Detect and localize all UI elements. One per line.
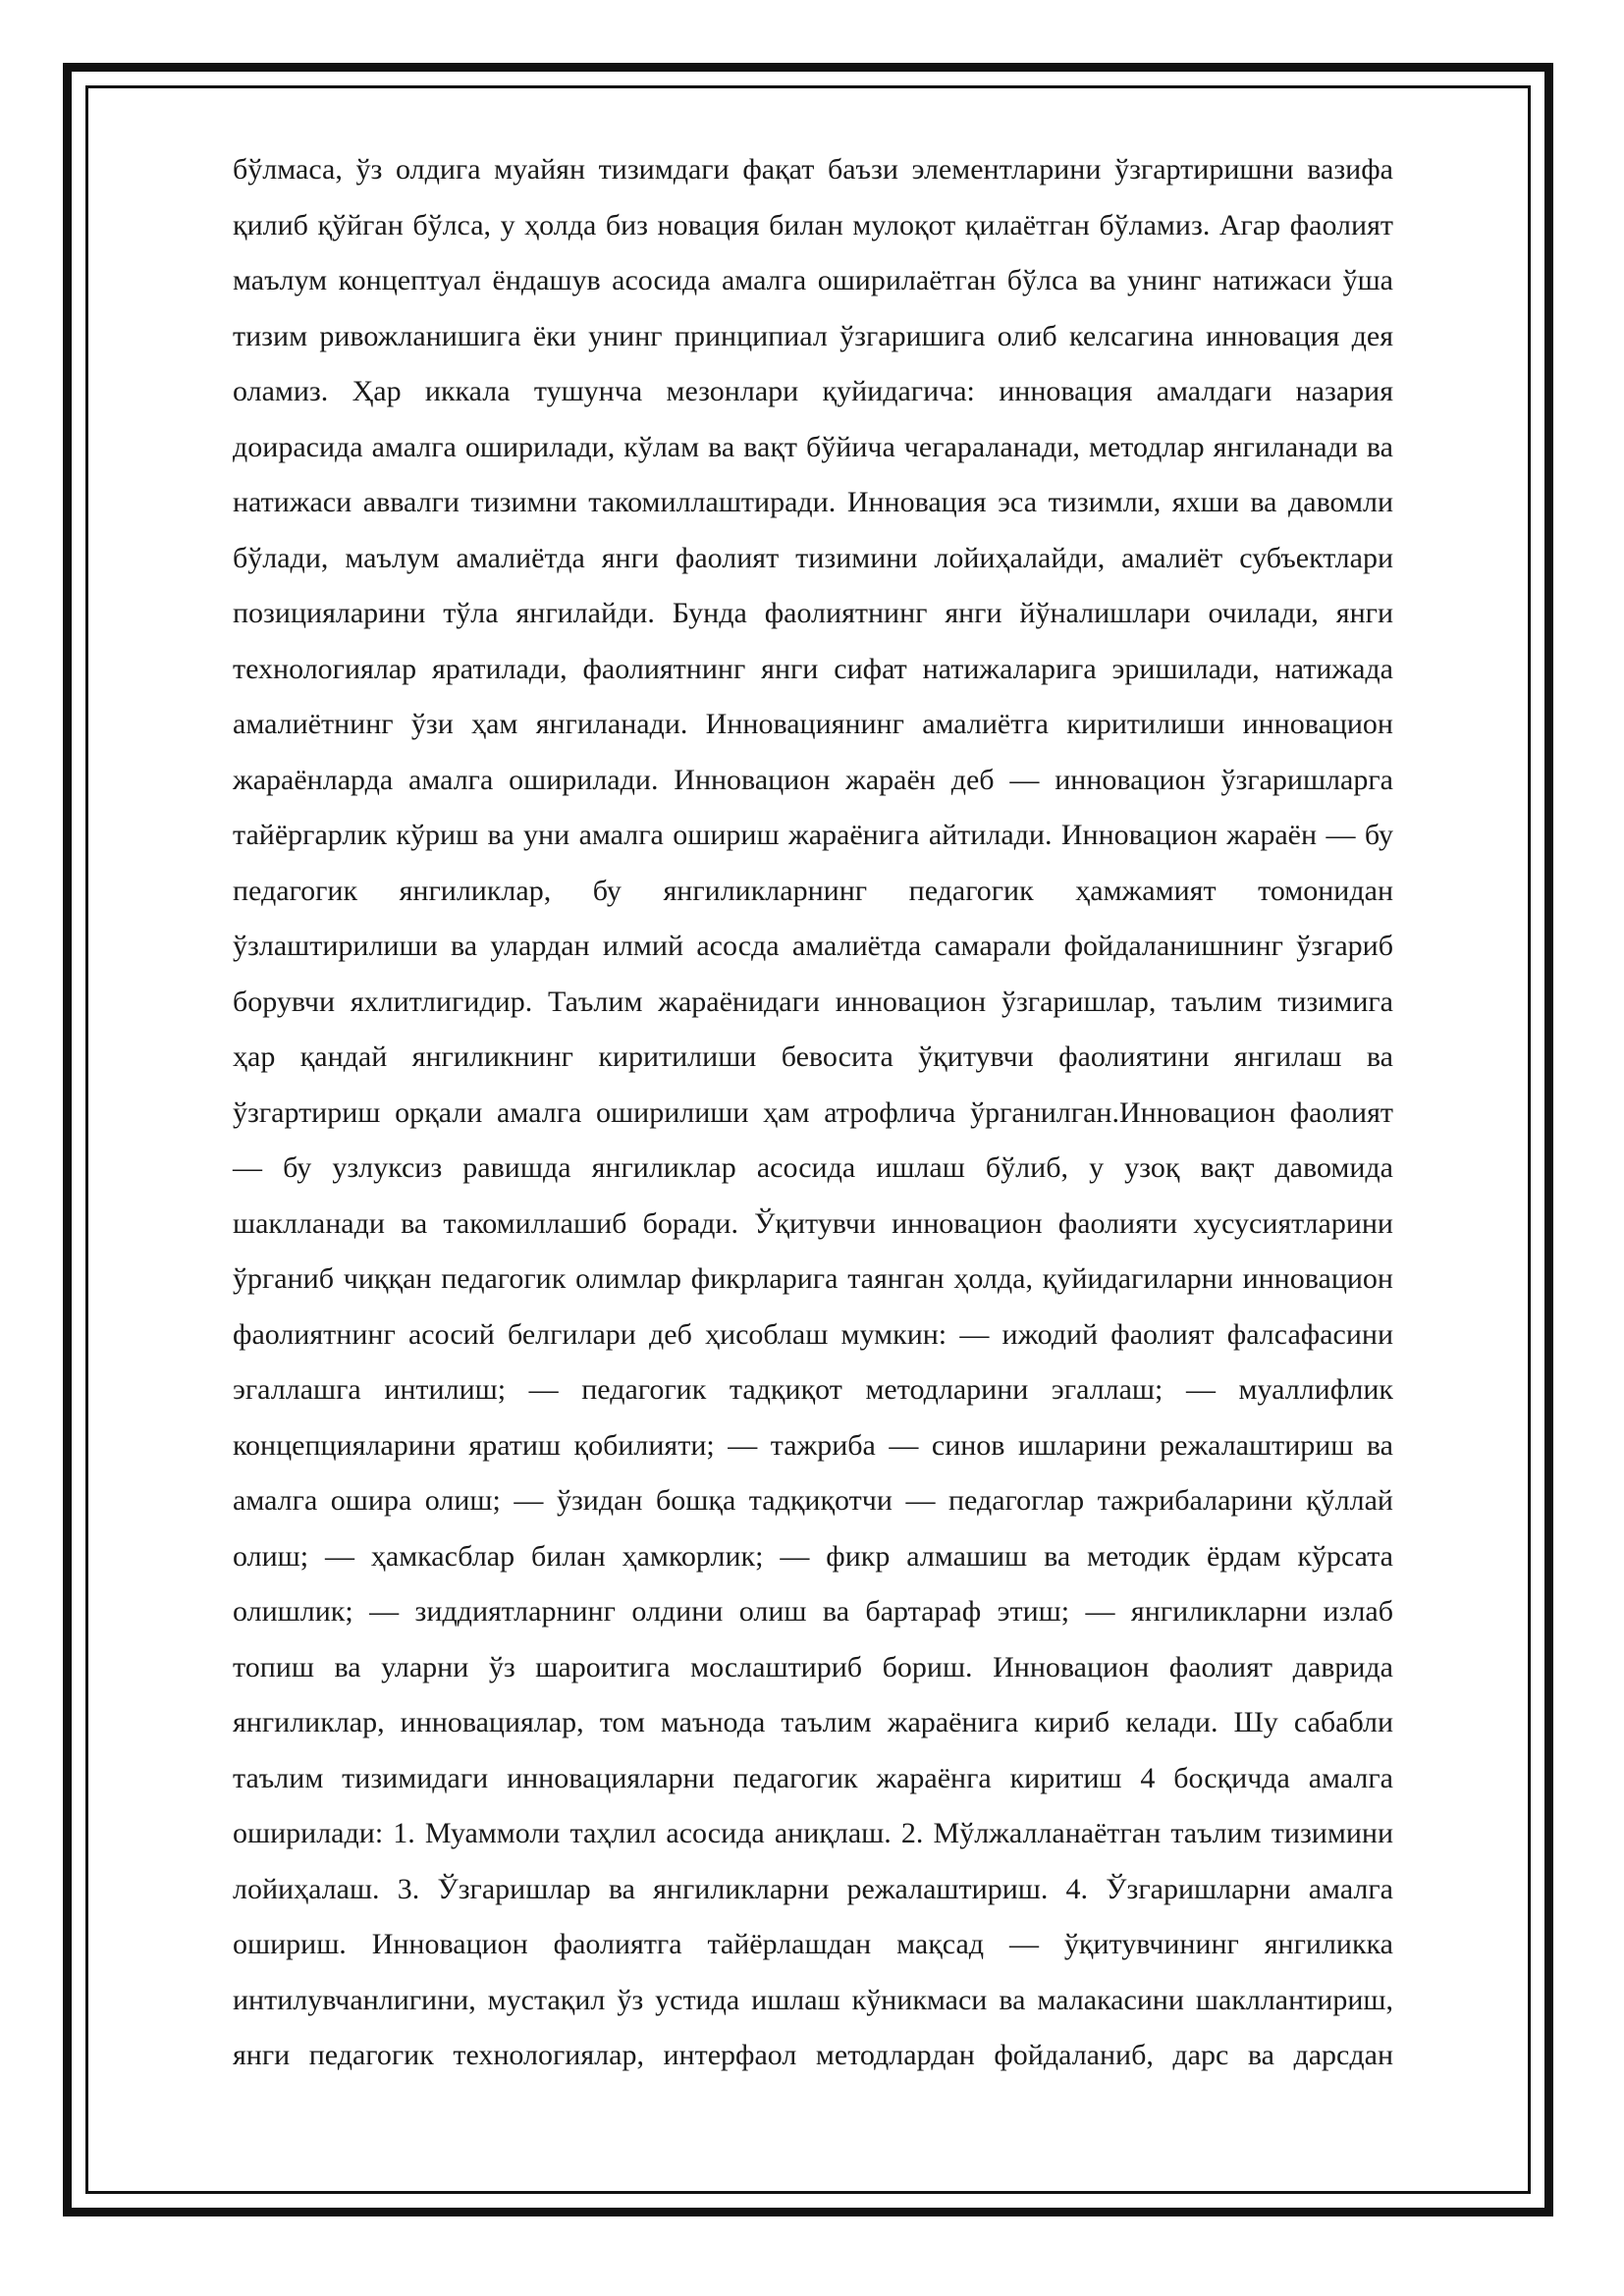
text-line: бўлмаса, ўз олдига муайян тизимдаги фақат баъзи элементларини ўзгартиришни вазифа xyxy=(233,153,1393,186)
text-line: доирасида амалга оширилади, кўлам ва вақт бўйича чегараланади, методлар янгиланади ва xyxy=(233,430,1393,463)
text-line: педагогик янгиликлар, бу янгиликларнинг педагогик ҳамжамият томонидан xyxy=(233,874,1393,907)
document-body xyxy=(233,142,1393,2084)
text-line: жараёнларда амалга оширилади. Инновацион жараён деб — инновацион ўзгаришларга xyxy=(233,763,1393,796)
text-line: ўрганиб чиққан педагогик олимлар фикрларига таянган ҳолда, қуйидагиларни инновацион xyxy=(233,1262,1393,1295)
text-line: бўлади, маълум амалиётда янги фаолият тизимини лойиҳалайди, амалиёт субъектлари xyxy=(233,541,1393,574)
text-line: амалга ошира олиш; — ўзидан бошқа тадқиқотчи — педагоглар тажрибаларини қўллай xyxy=(233,1484,1393,1517)
text-line: оламиз. Ҳар иккала тушунча мезонлари қуйидагича: инновация амалдаги назария xyxy=(233,375,1393,407)
text-line: — бу узлуксиз равишда янгиликлар асосида ишлаш бўлиб, у узоқ вақт давомида xyxy=(233,1151,1393,1184)
text-line: топиш ва уларни ўз шароитига мослаштириб бориш. Инновацион фаолият даврида xyxy=(233,1650,1393,1683)
text-line: таълим тизимидаги инновацияларни педагогик жараёнга киритиш 4 босқичда амалга xyxy=(233,1761,1393,1794)
text-line: концепцияларини яратиш қобилияти; — тажриба — синов ишларини режалаштириш ва xyxy=(233,1428,1393,1462)
text-line: позицияларини тўла янгилайди. Бунда фаолиятнинг янги йўналишлари очилади, янги xyxy=(233,597,1393,629)
text-line: амалиётнинг ўзи ҳам янгиланади. Инновациянинг амалиётга киритилиши инновацион xyxy=(233,708,1393,740)
text-line: қилиб қўйган бўлса, у ҳолда биз новация билан мулоқот қилаётган бўламиз. Агар фаолият xyxy=(233,208,1393,241)
text-line: олишлик; — зиддиятларнинг олдини олиш ва бартараф этиш; — янгиликларни излаб xyxy=(233,1595,1393,1628)
text-line: лойиҳалаш. 3. Ўзгаришлар ва янгиликларни режалаштириш. 4. Ўзгаришларни амалга xyxy=(233,1872,1393,1905)
text-line: маълум концептуал ёндашув асосида амалга оширилаётган бўлса ва унинг натижаси ўша xyxy=(233,264,1393,296)
text-line: ўзгартириш орқали амалга оширилиши ҳам атрофлича ўрганилган.Инновацион фаолият xyxy=(233,1095,1393,1129)
text-line: борувчи яхлитлигидир. Таълим жараёнидаги инновацион ўзгаришлар, таълим тизимига xyxy=(233,985,1393,1018)
text-line: янги педагогик технологиялар, интерфаол методлардан фойдаланиб, дарс ва дарсдан xyxy=(233,2039,1393,2071)
text-line: ҳар қандай янгиликнинг киритилиши бевосита ўқитувчи фаолиятини янгилаш ва xyxy=(233,1041,1393,1073)
text-line: янгиликлар, инновациялар, том маънода таълим жараёнига кириб келади. Шу сабабли xyxy=(233,1706,1393,1738)
text-line: тизим ривожланишига ёки унинг принципиал ўзгаришига олиб келсагина инновация дея xyxy=(233,319,1393,352)
text-line: эгаллашга интилиш; — педагогик тадқиқот методларини эгаллаш; — муаллифлик xyxy=(233,1373,1393,1406)
text-line: тайёргарлик кўриш ва уни амалга ошириш жараёнига айтилади. Инновацион жараён — бу xyxy=(233,819,1393,851)
text-line: оширилади: 1. Муаммоли таҳлил асосида аниқлаш. 2. Мўлжалланаётган таълим тизимини xyxy=(233,1817,1393,1849)
text-line: шаклланади ва такомиллашиб боради. Ўқитувчи инновацион фаолияти хусусиятларини xyxy=(233,1206,1393,1240)
text-line: фаолиятнинг асосий белгилари деб ҳисоблаш мумкин: — ижодий фаолият фалсафасини xyxy=(233,1317,1393,1351)
text-line: олиш; — ҳамкасблар билан ҳамкорлик; — фикр алмашиш ва методик ёрдам кўрсата xyxy=(233,1539,1393,1573)
text-line: натижаси аввалги тизимни такомиллаштиради. Инновация эса тизимли, яхши ва давомли xyxy=(233,486,1393,518)
text-line: технологиялар яратилади, фаолиятнинг янги сифат натижаларига эришилади, натижада xyxy=(233,652,1393,685)
text-line: ошириш. Инновацион фаолиятга тайёрлашдан мақсад — ўқитувчининг янгиликка xyxy=(233,1928,1393,1960)
text-line: ўзлаштирилиши ва улардан илмий асосда амалиётда самарали фойдаланишнинг ўзгариб xyxy=(233,930,1393,962)
text-line: интилувчанлигини, мустақил ўз устида ишлаш кўникмаси ва малакасини шакллантириш, xyxy=(233,1983,1393,2016)
